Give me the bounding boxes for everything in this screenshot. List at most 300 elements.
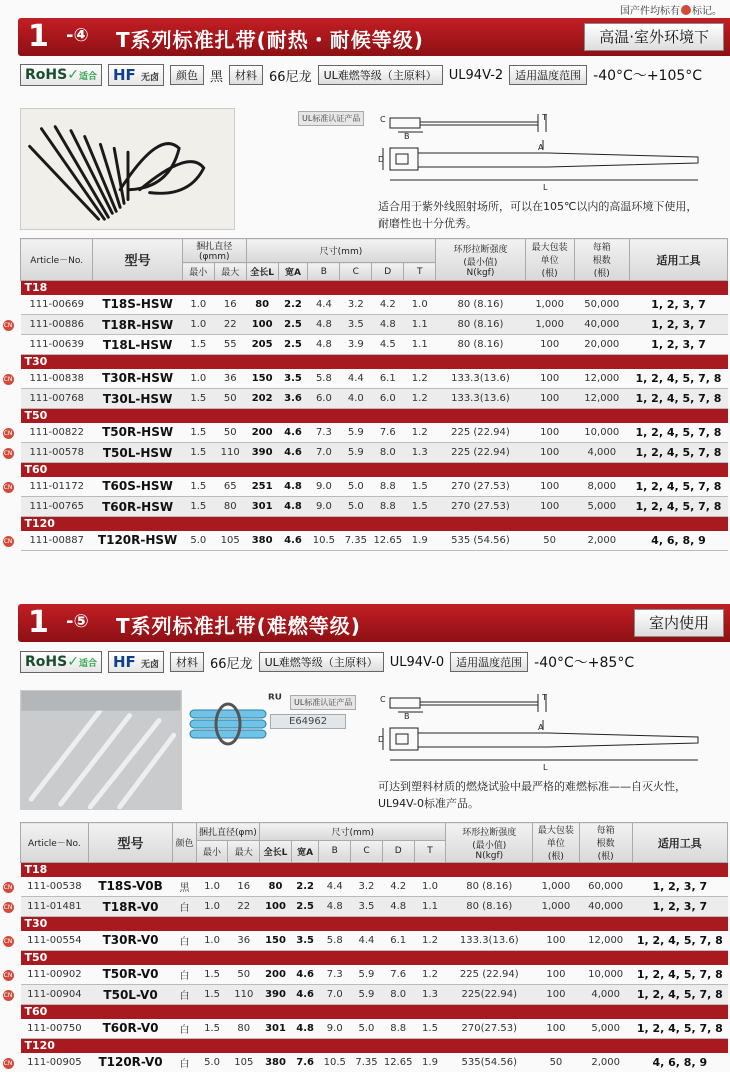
box-qty: 10,000 <box>579 965 632 985</box>
box-qty: 5,000 <box>579 1019 632 1039</box>
dim-D: 12.65 <box>372 531 404 551</box>
tensile: 535(54.56) <box>446 1053 533 1072</box>
table-row <box>21 335 728 355</box>
bundle-min: 1.0 <box>182 315 214 335</box>
width-A: 3.6 <box>278 389 308 409</box>
dim-B: 9.0 <box>308 477 340 497</box>
ul-value: UL94V-0 <box>389 654 445 670</box>
dim-D: 4.2 <box>382 877 414 897</box>
dim-T: 1.9 <box>414 1053 446 1072</box>
length-L: 390 <box>260 985 292 1005</box>
tensile: 270 (27.53) <box>436 497 525 517</box>
length-L: 200 <box>260 965 292 985</box>
group-header: T120 <box>21 517 728 531</box>
model-no: T50L-HSW <box>93 443 182 463</box>
box-qty: 2,000 <box>579 1053 632 1072</box>
bundle-min: 1.5 <box>182 423 214 443</box>
bundle-min: 5.0 <box>182 531 214 551</box>
dim-B: 9.0 <box>308 497 340 517</box>
col-dims: 尺寸(mm) <box>246 239 436 263</box>
halogen-free-badge: HF 无卤 <box>108 64 164 86</box>
section-sub-number: -⑤ <box>66 611 89 632</box>
bundle-min: 1.0 <box>196 897 228 917</box>
tensile: 80 (8.16) <box>436 335 525 355</box>
article-no: CN 111-01172 <box>21 477 93 497</box>
col-article: Article－No. <box>21 239 93 281</box>
col-B: B <box>319 840 351 863</box>
width-A: 4.8 <box>278 497 308 517</box>
width-A: 2.5 <box>278 335 308 355</box>
box-qty: 4,000 <box>574 443 629 463</box>
tools: 1, 2, 3, 7 <box>632 877 727 897</box>
dim-C: 5.0 <box>340 477 372 497</box>
table-row <box>21 443 728 463</box>
model-no: T18S-HSW <box>93 295 182 315</box>
bundle-max: 105 <box>228 1053 260 1072</box>
length-L: 380 <box>260 1053 292 1072</box>
bundle-min: 1.5 <box>182 335 214 355</box>
col-L: 全长L <box>260 840 292 863</box>
dim-B: 4.4 <box>308 295 340 315</box>
pack-unit: 1,000 <box>533 897 580 917</box>
pack-unit: 100 <box>533 1019 580 1039</box>
table-row <box>21 965 728 985</box>
bundle-min: 1.0 <box>182 295 214 315</box>
tools: 1, 2, 3, 7 <box>629 315 727 335</box>
rohs-badge: RoHS✓适合 <box>20 64 102 86</box>
section-sub-number: -④ <box>66 25 89 46</box>
ul-cert-mark: UL标准认证产品 <box>298 111 364 126</box>
model-no: T18S-V0B <box>88 877 173 897</box>
section-banner <box>18 18 730 56</box>
model-no: T120R-V0 <box>88 1053 173 1072</box>
temp-label: 适用温度范围 <box>450 652 528 672</box>
table-row <box>21 497 728 517</box>
tools: 1, 2, 4, 5, 7, 8 <box>629 423 727 443</box>
col-tools: 适用工具 <box>632 823 727 863</box>
cn-mark-icon: CN <box>3 375 13 383</box>
article-no: CN 111-00905 <box>21 1053 89 1072</box>
dim-B: 7.3 <box>319 965 351 985</box>
group-header: T30 <box>21 355 728 369</box>
dim-C: 5.9 <box>351 965 383 985</box>
bundle-min: 1.5 <box>196 965 228 985</box>
color-label: 颜色 <box>170 65 204 85</box>
model-no: T18R-V0 <box>88 897 173 917</box>
dim-B: 5.8 <box>308 369 340 389</box>
color: 白 <box>173 897 196 917</box>
spec-table-flame <box>3 822 728 1072</box>
tensile: 225 (22.94) <box>436 443 525 463</box>
tools: 1, 2, 4, 5, 7, 8 <box>632 1019 727 1039</box>
dim-T: 1.3 <box>414 985 446 1005</box>
material-label: 材料 <box>229 65 263 85</box>
tensile: 133.3(13.6) <box>446 931 533 951</box>
dim-t-label: T <box>542 113 547 122</box>
dim-b-label: B <box>404 712 410 721</box>
model-no: T18L-HSW <box>93 335 182 355</box>
width-A: 2.2 <box>291 877 319 897</box>
length-L: 390 <box>246 443 278 463</box>
dim-D: 4.8 <box>372 315 404 335</box>
col-bundle: 捆扎直径(φmm) <box>182 239 246 263</box>
pack-unit: 50 <box>525 531 574 551</box>
box-qty: 20,000 <box>574 335 629 355</box>
dim-D: 8.0 <box>382 985 414 1005</box>
pack-unit: 1,000 <box>533 877 580 897</box>
dim-C: 5.9 <box>351 985 383 1005</box>
color: 白 <box>173 985 196 1005</box>
tensile: 80 (8.16) <box>436 295 525 315</box>
col-pack: 最大包装 单位 (根) <box>525 239 574 281</box>
top-note: 国产件均标有 标记。 <box>620 6 722 17</box>
width-A: 4.8 <box>291 1019 319 1039</box>
length-L: 205 <box>246 335 278 355</box>
bundle-max: 110 <box>228 985 260 1005</box>
dim-C: 4.0 <box>340 389 372 409</box>
dim-B: 4.8 <box>319 897 351 917</box>
tools: 1, 2, 4, 5, 7, 8 <box>632 985 727 1005</box>
width-A: 3.5 <box>291 931 319 951</box>
section-title: T系列标准扎带(耐热・耐候等级) <box>116 28 424 52</box>
group-header: T18 <box>21 863 728 877</box>
width-A: 4.6 <box>278 531 308 551</box>
dim-D: 6.1 <box>382 931 414 951</box>
dim-T: 1.9 <box>404 531 436 551</box>
cn-mark-icon: CN <box>3 483 13 491</box>
dim-T: 1.1 <box>414 897 446 917</box>
dim-T: 1.2 <box>404 389 436 409</box>
section-description: 可达到塑料材质的燃烧试验中最严格的难燃标准——自灭火性， UL94V-0标准产品。 <box>378 780 686 810</box>
cn-mark-icon: CN <box>3 429 13 437</box>
dim-C: 3.5 <box>340 315 372 335</box>
dim-B: 7.0 <box>319 985 351 1005</box>
col-max: 最大 <box>214 263 246 281</box>
tensile: 225(22.94) <box>446 985 533 1005</box>
dim-T: 1.1 <box>404 315 436 335</box>
table-row <box>21 295 728 315</box>
bundle-min: 1.0 <box>196 931 228 951</box>
cn-mark-icon: CN <box>3 904 13 911</box>
model-no: T60R-HSW <box>93 497 182 517</box>
width-A: 4.8 <box>278 477 308 497</box>
table-row <box>21 931 728 951</box>
dim-C: 4.4 <box>351 931 383 951</box>
length-L: 251 <box>246 477 278 497</box>
tools: 4, 6, 8, 9 <box>629 531 727 551</box>
box-qty: 4,000 <box>579 985 632 1005</box>
dim-D: 12.65 <box>382 1053 414 1072</box>
ul-label: UL难燃等级（主原料） <box>318 65 443 85</box>
col-D: D <box>382 840 414 863</box>
dim-D: 4.8 <box>382 897 414 917</box>
article-no: CN 111-00538 <box>21 877 89 897</box>
dim-B: 5.8 <box>319 931 351 951</box>
box-qty: 60,000 <box>579 877 632 897</box>
dim-C: 7.35 <box>351 1053 383 1072</box>
article-no: CN 111-00554 <box>21 931 89 951</box>
pack-unit: 100 <box>525 423 574 443</box>
dim-T: 1.5 <box>404 477 436 497</box>
dim-C: 7.35 <box>340 531 372 551</box>
dim-b-label: B <box>404 132 410 141</box>
bundle-max: 105 <box>214 531 246 551</box>
tensile: 270 (27.53) <box>436 477 525 497</box>
col-max: 最大 <box>228 840 260 863</box>
col-box: 每箱 根数 (根) <box>574 239 629 281</box>
col-D: D <box>372 263 404 281</box>
tools: 1, 2, 4, 5, 7, 8 <box>629 497 727 517</box>
col-pack: 最大包装 单位 (根) <box>533 823 580 863</box>
material-value: 66尼龙 <box>269 69 312 85</box>
col-tensile: 环形拉断强度 (最小值) N(kgf) <box>436 239 525 281</box>
group-header: T60 <box>21 463 728 477</box>
col-T: T <box>414 840 446 863</box>
bundle-min: 1.5 <box>182 389 214 409</box>
col-article: Article－No. <box>21 823 89 863</box>
color: 白 <box>173 931 196 951</box>
pack-unit: 100 <box>533 985 580 1005</box>
article-no: CN 111-00838 <box>21 369 93 389</box>
bundle-min: 5.0 <box>196 1053 228 1072</box>
model-no: T60S-HSW <box>93 477 182 497</box>
spec-table-heat <box>3 238 728 551</box>
pack-unit: 100 <box>533 965 580 985</box>
dim-C: 4.4 <box>340 369 372 389</box>
cn-mark-icon: CN <box>3 1059 13 1067</box>
bundle-min: 1.5 <box>182 443 214 463</box>
color: 黑 <box>173 877 196 897</box>
temp-value: -40°C～+85°C <box>534 655 635 671</box>
cn-mark-icon: CN <box>3 450 13 457</box>
width-A: 4.6 <box>278 443 308 463</box>
bundle-min: 1.0 <box>182 369 214 389</box>
col-C: C <box>351 840 383 863</box>
length-L: 301 <box>246 497 278 517</box>
dim-C: 5.9 <box>340 423 372 443</box>
dim-a-label: A <box>538 143 544 152</box>
box-qty: 12,000 <box>574 389 629 409</box>
dim-T: 1.2 <box>404 423 436 443</box>
product-photo-black-ties <box>20 108 235 230</box>
model-no: T50R-HSW <box>93 423 182 443</box>
group-header: T18 <box>21 281 728 295</box>
model-no: T60R-V0 <box>88 1019 173 1039</box>
bundle-max: 50 <box>214 423 246 443</box>
pack-unit: 100 <box>525 335 574 355</box>
dim-B: 6.0 <box>308 389 340 409</box>
spec-row <box>20 63 702 87</box>
col-min: 最小 <box>182 263 214 281</box>
col-A: 宽A <box>291 840 319 863</box>
length-L: 200 <box>246 423 278 443</box>
dim-D: 7.6 <box>372 423 404 443</box>
width-A: 2.5 <box>278 315 308 335</box>
pack-unit: 50 <box>533 1053 580 1072</box>
box-qty: 8,000 <box>574 477 629 497</box>
bundle-max: 36 <box>214 369 246 389</box>
cable-bundle-illustration <box>188 692 268 752</box>
group-header: T120 <box>21 1039 728 1053</box>
section-description: 适合用于紫外线照射场所，可以在105℃以内的高温环境下使用， 耐磨性也十分优秀。 <box>378 200 698 230</box>
ul-value: UL94V-2 <box>448 67 504 83</box>
dim-D: 4.2 <box>372 295 404 315</box>
tensile: 225 (22.94) <box>446 965 533 985</box>
cn-mark-icon <box>681 5 691 15</box>
dim-d-label: D <box>378 735 385 744</box>
tools: 1, 2, 4, 5, 7, 8 <box>632 931 727 951</box>
tensile: 225 (22.94) <box>436 423 525 443</box>
col-T: T <box>404 263 436 281</box>
col-dims: 尺寸(mm) <box>260 823 446 841</box>
pack-unit: 100 <box>525 369 574 389</box>
dim-t-label: T <box>542 693 547 702</box>
dim-T: 1.5 <box>414 1019 446 1039</box>
tensile: 80 (8.16) <box>446 897 533 917</box>
col-bundle: 捆扎直径(φm) <box>196 823 259 841</box>
box-qty: 2,000 <box>574 531 629 551</box>
group-header: T50 <box>21 409 728 423</box>
bundle-max: 22 <box>214 315 246 335</box>
material-label: 材料 <box>170 652 204 672</box>
dim-T: 1.5 <box>404 497 436 517</box>
temp-value: -40°C～+105°C <box>593 68 703 84</box>
cn-mark-icon: CN <box>3 322 13 329</box>
article-no: 111-00669 <box>21 295 93 315</box>
pack-unit: 1,000 <box>525 315 574 335</box>
group-header: T60 <box>21 1005 728 1019</box>
material-value: 66尼龙 <box>210 656 253 672</box>
dim-T: 1.3 <box>404 443 436 463</box>
temp-label: 适用温度范围 <box>509 65 587 85</box>
col-box: 每箱 根数 (根) <box>579 823 632 863</box>
width-A: 4.6 <box>278 423 308 443</box>
box-qty: 10,000 <box>574 423 629 443</box>
pack-unit: 100 <box>525 477 574 497</box>
bundle-max: 65 <box>214 477 246 497</box>
dim-C: 3.9 <box>340 335 372 355</box>
length-L: 80 <box>260 877 292 897</box>
cn-mark-icon: CN <box>3 992 13 999</box>
box-qty: 40,000 <box>579 897 632 917</box>
tools: 1, 2, 4, 5, 7, 8 <box>632 965 727 985</box>
col-L: 全长L <box>246 263 278 281</box>
col-B: B <box>308 263 340 281</box>
dim-C: 5.0 <box>351 1019 383 1039</box>
bundle-min: 1.5 <box>182 477 214 497</box>
article-no: CN 111-01481 <box>21 897 89 917</box>
model-no: T18R-HSW <box>93 315 182 335</box>
dim-c-label: C <box>380 115 386 124</box>
model-no: T50R-V0 <box>88 965 173 985</box>
box-qty: 50,000 <box>574 295 629 315</box>
dim-T: 1.0 <box>414 877 446 897</box>
width-A: 4.6 <box>291 985 319 1005</box>
length-L: 100 <box>260 897 292 917</box>
pack-unit: 100 <box>525 389 574 409</box>
bundle-max: 55 <box>214 335 246 355</box>
dim-c-label: C <box>380 695 386 704</box>
length-L: 150 <box>260 931 292 951</box>
col-A: 宽A <box>278 263 308 281</box>
bundle-min: 1.0 <box>196 877 228 897</box>
tensile: 80 (8.16) <box>436 315 525 335</box>
cn-mark-icon: CN <box>3 883 13 891</box>
cn-mark-icon: CN <box>3 537 13 545</box>
dim-d-label: D <box>378 155 385 164</box>
article-no: CN 111-00902 <box>21 965 89 985</box>
dim-T: 1.2 <box>404 369 436 389</box>
tools: 1, 2, 3, 7 <box>629 335 727 355</box>
bundle-max: 50 <box>214 389 246 409</box>
pack-unit: 100 <box>525 497 574 517</box>
dim-B: 7.0 <box>308 443 340 463</box>
bundle-max: 80 <box>228 1019 260 1039</box>
width-A: 7.6 <box>291 1053 319 1072</box>
tools: 1, 2, 4, 5, 7, 8 <box>629 369 727 389</box>
table-row <box>21 985 728 1005</box>
dim-D: 8.0 <box>372 443 404 463</box>
dim-B: 4.8 <box>308 335 340 355</box>
cn-mark-icon: CN <box>3 971 13 979</box>
bundle-min: 1.5 <box>182 497 214 517</box>
color: 白 <box>173 1019 196 1039</box>
tools: 1, 2, 4, 5, 7, 8 <box>629 443 727 463</box>
dim-D: 4.5 <box>372 335 404 355</box>
table-row <box>21 477 728 497</box>
dim-B: 4.4 <box>319 877 351 897</box>
dim-D: 8.8 <box>372 477 404 497</box>
dim-D: 8.8 <box>382 1019 414 1039</box>
dim-T: 1.2 <box>414 965 446 985</box>
length-L: 202 <box>246 389 278 409</box>
dim-D: 6.0 <box>372 389 404 409</box>
environment-label: 室内使用 <box>634 609 724 637</box>
group-header: T30 <box>21 917 728 931</box>
dim-D: 8.8 <box>372 497 404 517</box>
article-no: 111-00750 <box>21 1019 89 1039</box>
tensile: 80 (8.16) <box>446 877 533 897</box>
dim-T: 1.0 <box>404 295 436 315</box>
col-min: 最小 <box>196 840 228 863</box>
col-tools: 适用工具 <box>629 239 727 281</box>
box-qty: 12,000 <box>574 369 629 389</box>
dim-B: 4.8 <box>308 315 340 335</box>
table-row <box>21 531 728 551</box>
width-A: 2.5 <box>291 897 319 917</box>
dim-a-label: A <box>538 723 544 732</box>
model-no: T120R-HSW <box>93 531 182 551</box>
section-number: 1 <box>28 19 49 54</box>
pack-unit: 100 <box>525 443 574 463</box>
col-C: C <box>340 263 372 281</box>
dim-C: 5.9 <box>340 443 372 463</box>
col-model: 型号 <box>88 823 173 863</box>
table-row <box>21 389 728 409</box>
width-A: 3.5 <box>278 369 308 389</box>
length-L: 80 <box>246 295 278 315</box>
article-no: CN 111-00822 <box>21 423 93 443</box>
col-color: 颜色 <box>173 823 196 863</box>
bundle-max: 110 <box>214 443 246 463</box>
bundle-max: 50 <box>228 965 260 985</box>
table-row <box>21 877 728 897</box>
table-row <box>21 897 728 917</box>
dim-l-label: L <box>543 763 548 772</box>
dim-D: 6.1 <box>372 369 404 389</box>
dim-B: 10.5 <box>319 1053 351 1072</box>
dim-B: 10.5 <box>308 531 340 551</box>
